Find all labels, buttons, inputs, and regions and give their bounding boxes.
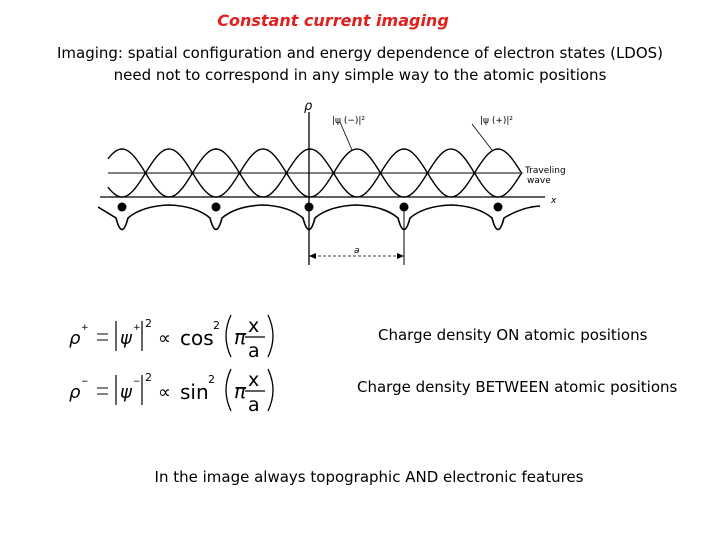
traveling-wave-label-2: wave bbox=[527, 176, 551, 186]
eq-minus-function-square: 2 bbox=[208, 373, 215, 386]
psi-minus-pointer bbox=[340, 122, 352, 150]
eq-minus-paren-left bbox=[226, 369, 231, 411]
atom-1 bbox=[118, 203, 127, 212]
eq-minus-psi: ψ bbox=[120, 382, 132, 403]
eq-plus-psi-sup: + bbox=[133, 323, 141, 333]
psi-minus-label: |ψ (−)|² bbox=[332, 116, 366, 126]
period-arrow-right bbox=[397, 253, 404, 259]
eq-plus-function: cos bbox=[180, 326, 214, 350]
atom-5 bbox=[494, 203, 503, 212]
eq-minus-numerator: x bbox=[248, 369, 260, 391]
atomic-surface-profile bbox=[98, 205, 540, 230]
atom-3 bbox=[305, 203, 314, 212]
intro-line-1: Imaging: spatial configuration and energy dependence of electron states (LDOS) bbox=[56, 44, 664, 62]
eq-plus-pi: π bbox=[234, 325, 247, 349]
eq-plus-rho-sup: + bbox=[81, 323, 89, 333]
eq-plus-psi: ψ bbox=[120, 328, 132, 349]
caption-on-atomic-positions: Charge density ON atomic positions bbox=[378, 326, 648, 344]
eq-minus-denominator: a bbox=[248, 394, 260, 416]
eq-minus-paren-right bbox=[268, 369, 273, 411]
eq-minus-rho-sup: − bbox=[81, 377, 89, 387]
eq-minus-proportional: ∝ bbox=[158, 382, 171, 403]
eq-plus-proportional: ∝ bbox=[158, 328, 171, 349]
eq-minus-function: sin bbox=[180, 380, 209, 404]
psi-plus-pointer bbox=[472, 124, 492, 150]
atom-markers bbox=[118, 203, 503, 212]
traveling-wave-label-1: Traveling bbox=[525, 166, 566, 176]
equation-rho-minus bbox=[69, 369, 273, 416]
eq-minus-pi: π bbox=[234, 379, 247, 403]
slide-title: Constant current imaging bbox=[217, 11, 449, 30]
period-arrow-left bbox=[309, 253, 316, 259]
eq-minus-rho: ρ bbox=[69, 382, 81, 403]
period-label: a bbox=[354, 246, 360, 256]
rho-axis-label: ρ bbox=[304, 99, 313, 114]
atom-2 bbox=[212, 203, 221, 212]
eq-plus-function-square: 2 bbox=[213, 319, 220, 332]
x-axis-label: x bbox=[551, 196, 557, 206]
eq-plus-numerator: x bbox=[248, 315, 260, 337]
eq-plus-rho: ρ bbox=[69, 328, 81, 349]
caption-between-atomic-positions: Charge density BETWEEN atomic positions bbox=[357, 378, 678, 396]
eq-plus-paren-left bbox=[226, 315, 231, 357]
bottom-conclusion: In the image always topographic AND electronic features bbox=[154, 468, 584, 486]
equation-rho-plus bbox=[69, 315, 273, 362]
eq-plus-denominator: a bbox=[248, 340, 260, 362]
eq-minus-psi-sup: − bbox=[133, 377, 141, 387]
intro-line-2: need not to correspond in any simple way to the atomic positions bbox=[113, 66, 607, 84]
eq-plus-square: 2 bbox=[145, 317, 152, 330]
eq-plus-paren-right bbox=[268, 315, 273, 357]
eq-minus-square: 2 bbox=[145, 371, 152, 384]
psi-plus-label: |ψ (+)|² bbox=[480, 116, 514, 126]
